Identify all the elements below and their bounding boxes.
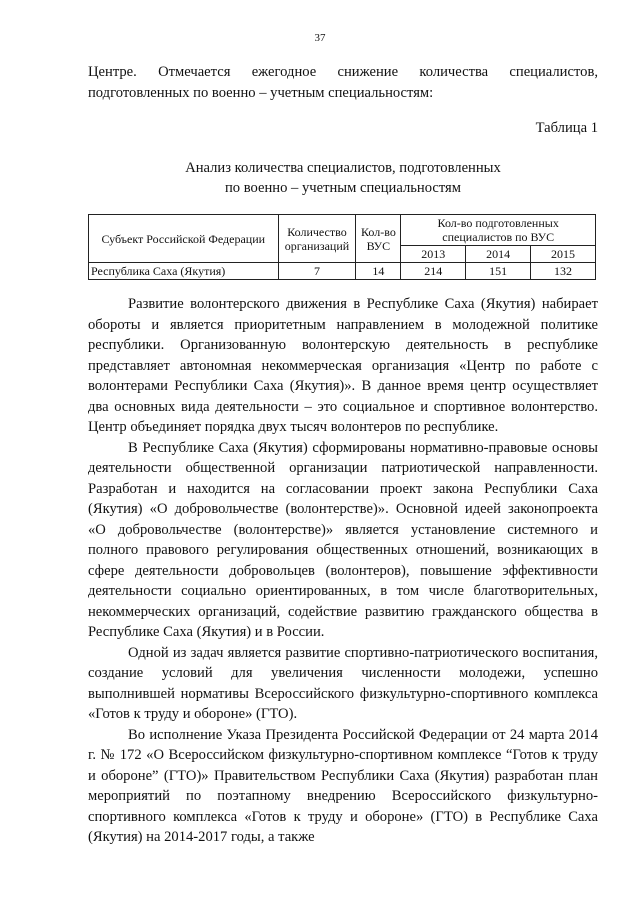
specialists-table xyxy=(88,214,596,280)
table-row xyxy=(89,263,596,280)
header-subject: Субъект Российской Федерации xyxy=(89,215,279,263)
paragraph-volunteering: Развитие волонтерского движения в Республике Саха (Якутия) набирает обороты и является приоритетным направлением в молодежной политике республики. Организованную волонтерскую деятельность в республике представляет автономная некоммерческая организация «Центр по работе с волонтерами Республики Саха (Якутия)». В данное время центр осуществляет два основных вида деятельности – это социальное и спортивное волонтерство. Центр объединяет порядка двух тысяч волонтеров по республике. xyxy=(88,296,598,435)
cell-orgs: 7 xyxy=(278,263,356,280)
page-number: 37 xyxy=(314,32,326,44)
table-caption: Таблица 1 xyxy=(535,120,598,136)
cell-value: 151 xyxy=(466,263,531,280)
cell-subject: Республика Саха (Якутия) xyxy=(89,263,279,280)
intro-text: Центре. Отмечается ежегодное снижение количества специалистов, подготовленных по военно – учетным специальностям: xyxy=(88,64,598,101)
table-title-line2: по военно – учетным специальностям xyxy=(224,180,461,196)
header-vus: Кол-во ВУС xyxy=(356,215,401,263)
header-year: 2014 xyxy=(466,246,531,263)
header-orgs: Количество организаций xyxy=(278,215,356,263)
header-year: 2013 xyxy=(401,246,466,263)
paragraph-legal-basis: В Республике Саха (Якутия) сформированы нормативно-правовые основы деятельности общественной организации патриотической направленности. Разработан и находится на согласовании проект закона Республики Саха (Якутия) «О добровольчестве (волонтерстве)». Основной идеей законопроекта «О добровольчестве (волонтерстве)» является установление системного и полного правового регулирования общественных отношений, возникающих в сфере деятельности добровольцев (волонтеров), повышение эффективности деятельности социально ориентированных, в том числе благотворительных, некоммерческих организаций, содействие развитию гражданского общества в Республике Саха (Якутия) и в России. xyxy=(88,439,598,640)
intro-paragraph xyxy=(88,62,598,103)
body-text xyxy=(88,294,598,848)
paragraph-sports-patriotic: Одной из задач является развитие спортивно-патриотического воспитания, создание условий для увеличения численности молодежи, успешно выполнившей нормативы Всероссийского физкультурно-спортивного комплекса «Готов к труду и обороне» (ГТО). xyxy=(88,644,598,722)
table-header-row xyxy=(89,215,596,246)
header-year: 2015 xyxy=(531,246,596,263)
cell-value: 132 xyxy=(531,263,596,280)
cell-value: 214 xyxy=(401,263,466,280)
cell-vus: 14 xyxy=(356,263,401,280)
table-title-line1: Анализ количества специалистов, подготовленных xyxy=(185,160,501,176)
paragraph-gto-decree: Во исполнение Указа Президента Российской Федерации от 24 марта 2014 г. № 172 «О Всероссийском физкультурно-спортивном комплексе “Готов к труду и обороне” (ГТО)» Правительством Республики Саха (Якутия) разработан план мероприятий по поэтапному внедрению Всероссийского физкультурно-спортивного комплекса «Готов к труду и обороне» (ГТО) в Республике Саха (Якутия) на 2014-2017 годы, а также xyxy=(88,726,598,845)
table-title xyxy=(88,158,598,198)
header-trained: Кол-во подготовленных специалистов по ВУС xyxy=(401,215,596,246)
